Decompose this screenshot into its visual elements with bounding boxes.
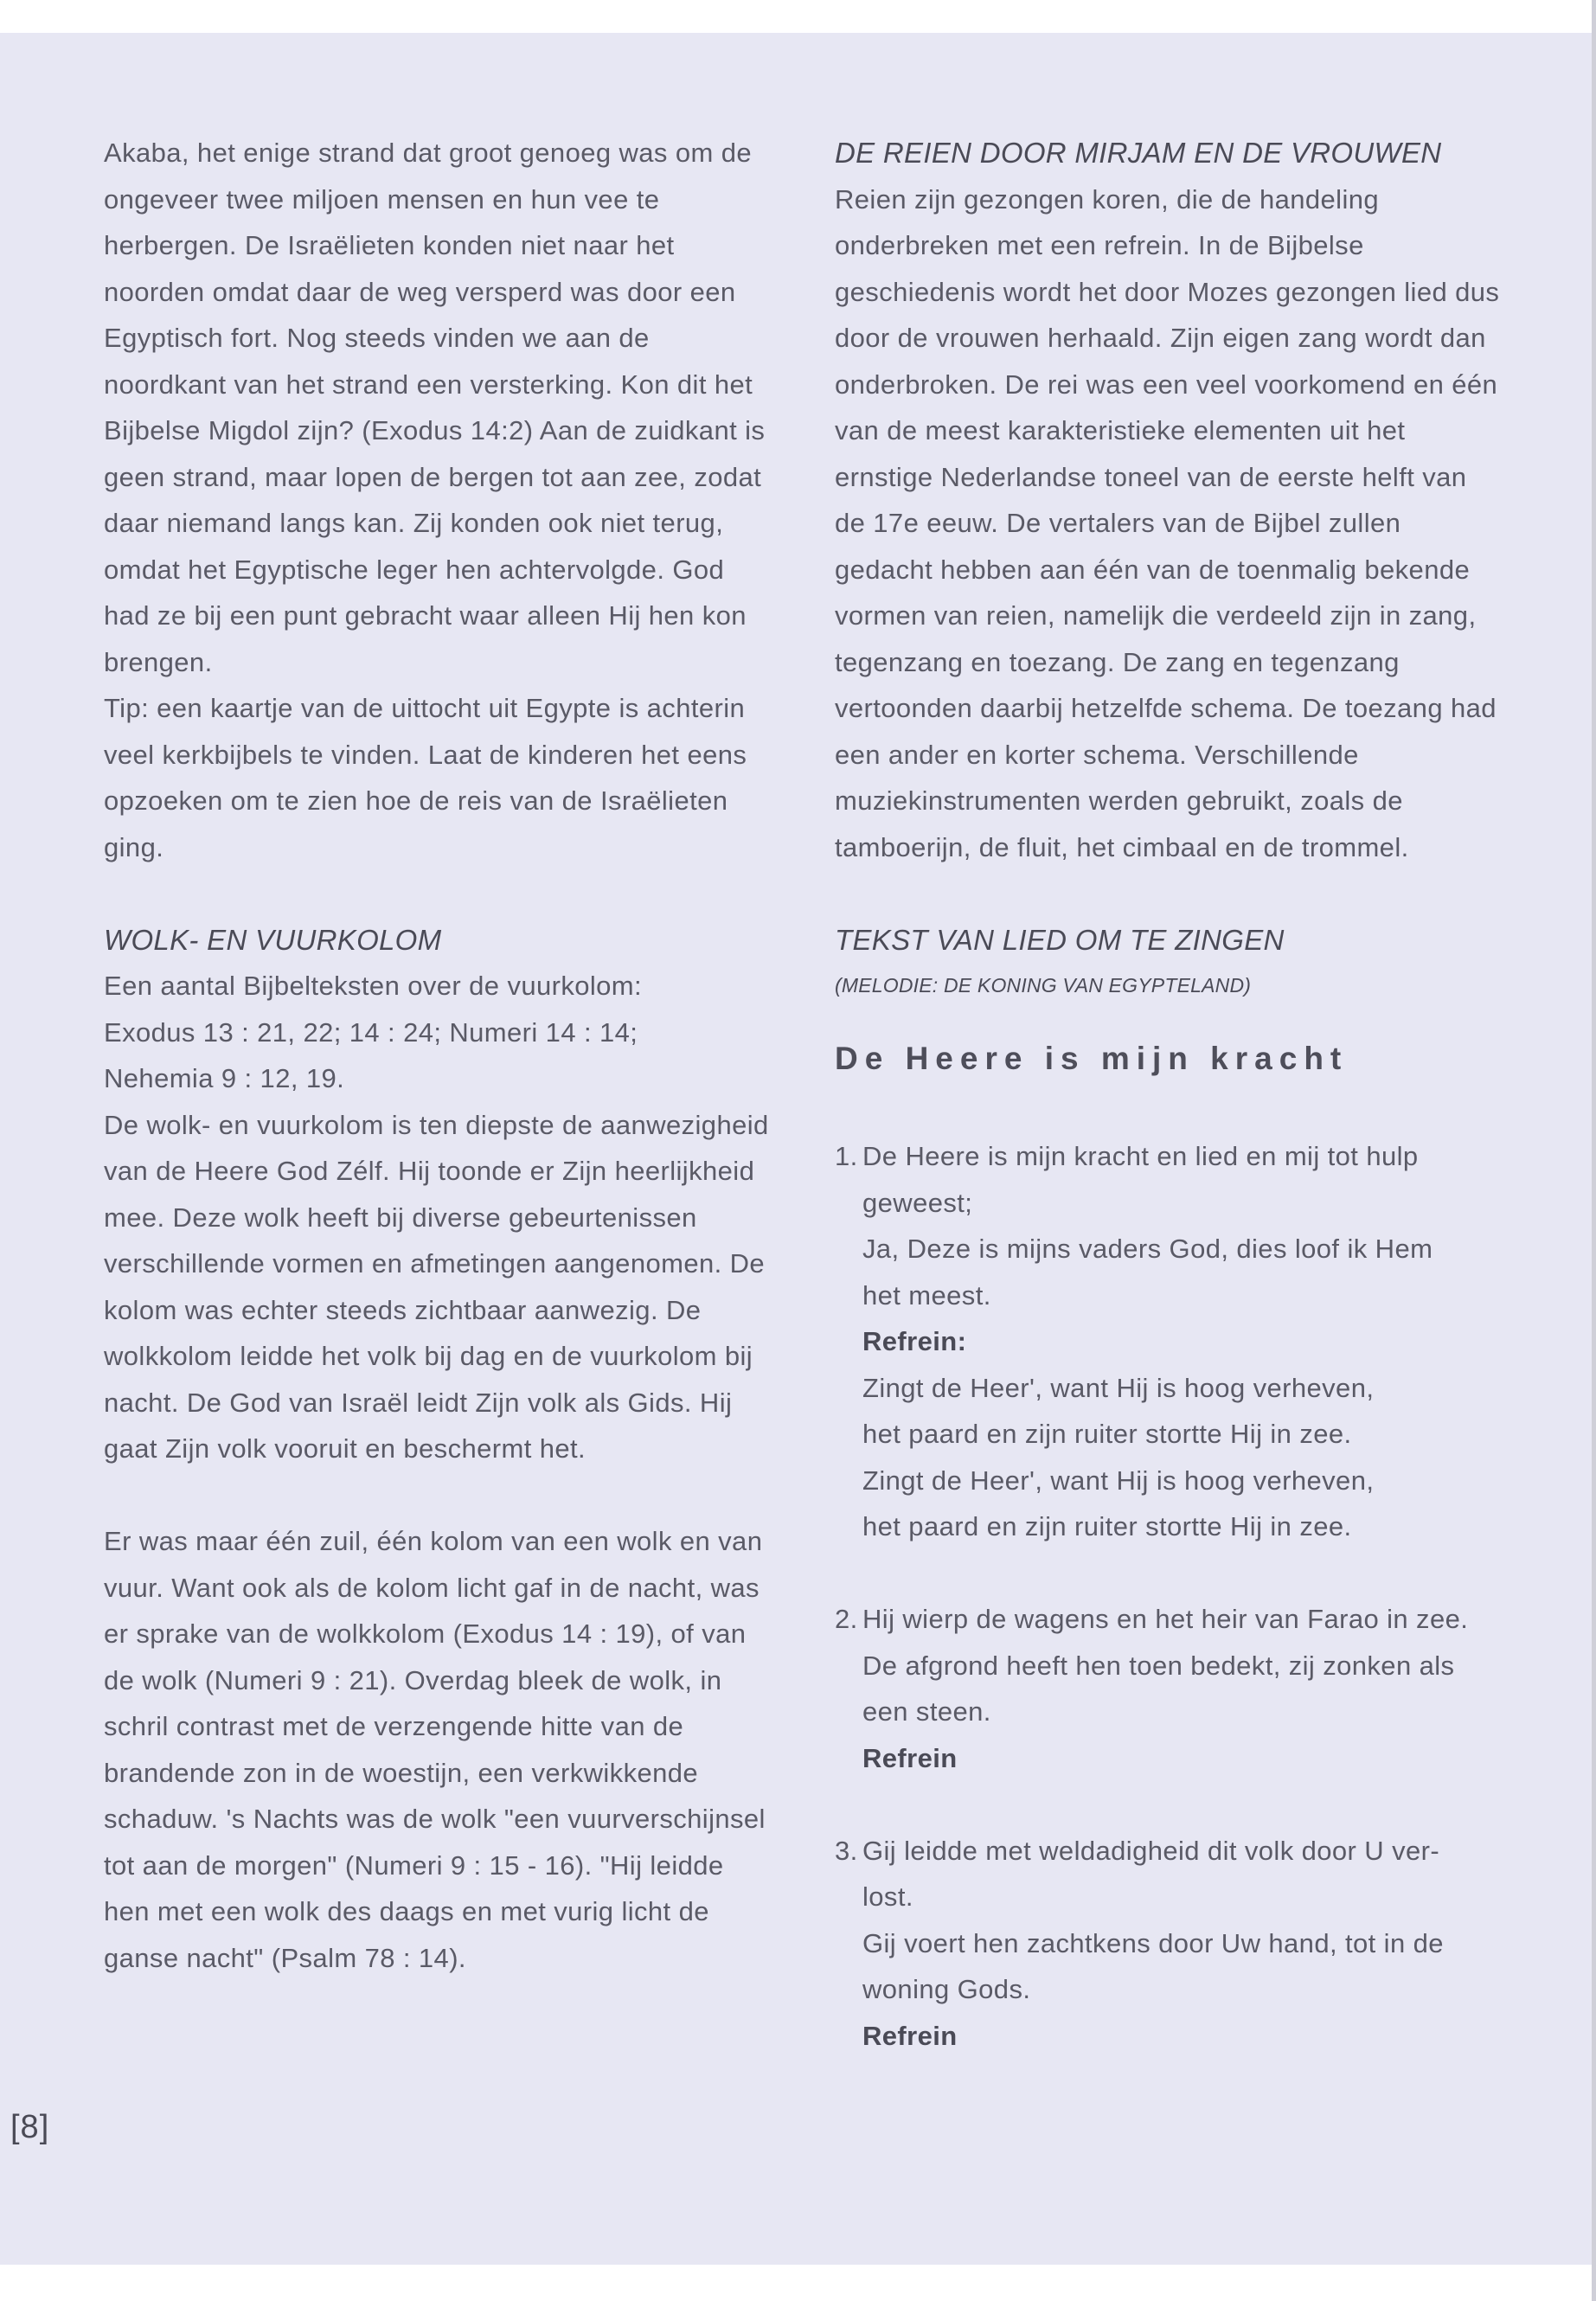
refrain-line: het paard en zijn ruiter stortte Hij in zee.: [862, 1511, 1352, 1541]
refrain-label: Refrein: [862, 1742, 958, 1773]
tip-paragraph: Tip: een kaartje van de uittocht uit Egypte is achterin veel kerkbijbels te vinden. Laat de kinderen het eens opzoeken om te zien hoe de reis van de Israëlieten ging.: [104, 693, 747, 862]
verse-line: Ja, Deze is mijns vaders God, dies loof ik Hem: [862, 1234, 1433, 1264]
verse-3: [835, 1828, 1501, 2060]
verse-line: een steen.: [862, 1696, 991, 1727]
verse-line: het meest.: [862, 1279, 991, 1311]
refs-intro: Een aantal Bijbelteksten over de vuurkolom:: [104, 971, 643, 1001]
refs-line: Nehemia 9 : 12, 19.: [104, 1063, 345, 1093]
section-heading-reien: DE REIEN DOOR MIRJAM EN DE VROUWEN: [835, 137, 1442, 169]
page-number: [8]: [10, 2109, 50, 2145]
refrain-label: Refrein:: [862, 1326, 967, 1356]
left-column: [104, 130, 770, 1981]
refrain-line: Zingt de Heer', want Hij is hoog verheven,: [862, 1372, 1375, 1403]
verse-line: Gij voert hen zachtkens door Uw hand, tot in de: [862, 1927, 1444, 1958]
verse-2: [835, 1596, 1501, 1781]
refrain-line: het paard en zijn ruiter stortte Hij in zee.: [862, 1419, 1352, 1449]
page-edge: [1592, 0, 1596, 2301]
verse-line: De Heere is mijn kracht en lied en mij tot hulp: [862, 1141, 1419, 1171]
verse-line: De afgrond heeft hen toen bedekt, zij zonken als: [862, 1650, 1455, 1681]
verse-1: [835, 1133, 1501, 1550]
verse-line: lost.: [862, 1881, 913, 1912]
verse-line: geweest;: [862, 1187, 973, 1218]
song-title: De Heere is mijn kracht: [835, 1040, 1349, 1076]
verse-line: woning Gods.: [862, 1974, 1031, 2004]
verse-line: Hij wierp de wagens en het heir van Farao in zee.: [862, 1604, 1469, 1634]
intro-paragraph: Akaba, het enige strand dat groot genoeg was om de ongeveer twee miljoen mensen en hun vee te herbergen. De Israëlieten konden niet naar het noorden omdat daar de weg versperd was door een Egyptisch fort. Nog steeds vinden we aan de noordkant van het strand een versterking. Kon dit het Bijbelse Migdol zijn? (Exodus 14:2) Aan de zuidkant is geen strand, maar lopen de bergen tot aan zee, zodat daar niemand langs kan. Zij konden ook niet terug, omdat het Egyptische leger hen achtervolgde. God had ze bij een punt gebracht waar alleen Hij hen kon brengen.: [104, 138, 766, 677]
verse-number: 1.: [835, 1141, 858, 1171]
refrain-line: Zingt de Heer', want Hij is hoog verheven,: [862, 1465, 1375, 1496]
melody-note: (MELODIE: DE KONING VAN EGYPTELAND): [835, 974, 1252, 997]
right-column: [835, 130, 1501, 2059]
reien-paragraph: Reien zijn gezongen koren, die de handeling onderbreken met een refrein. In de Bijbelse geschiedenis wordt het door Mozes gezongen lied dus door de vrouwen herhaald. Zijn eigen zang wordt dan onderbroken. De rei was een veel voorkomend en één van de meest karakteristieke elementen uit het ernstige Nederlandse toneel van de eerste helft van de 17e eeuw. De vertalers van de Bijbel zullen gedacht hebben aan één van de toenmalig bekende vormen van reien, namelijk die verdeeld zijn in zang, tegenzang en toezang. De zang en tegenzang vertoonden daarbij hetzelfde schema. De toezang had een ander en korter schema. Verschillende muziekinstrumenten werden gebruikt, zoals de tamboerijn, de fluit, het cimbaal en de trommel.: [835, 183, 1500, 862]
pillar-paragraph: Er was maar één zuil, één kolom van een wolk en van vuur. Want ook als de kolom licht gaf in de nacht, was er sprake van de wolkkolom (Exodus 14 : 19), of van de wolk (Numeri 9 : 21). Overdag bleek de wolk, in schril contrast met de verzengende hitte van de brandende zon in de woestijn, een verkwikkende schaduw. 's Nachts was de wolk "een vuurverschijnsel tot aan de morgen" (Numeri 9 : 15 - 16). "Hij leidde hen met een wolk des daags en met vurig licht de ganse nacht" (Psalm 78 : 14).: [104, 1526, 766, 1973]
refrain-label: Refrein: [862, 2020, 958, 2051]
cloud-paragraph: De wolk- en vuurkolom is ten diepste de aanwezigheid van de Heere God Zélf. Hij toonde er Zijn heerlijkheid mee. Deze wolk heeft bij diverse gebeurtenissen verschillende vormen en afmetingen aangenomen. De kolom was echter steeds zichtbaar aanwezig. De wolkkolom leidde het volk bij dag en de vuurkolom bij nacht. De God van Israël leidt Zijn volk als Gids. Hij gaat Zijn volk vooruit en beschermt het.: [104, 1109, 769, 1464]
verse-line: Gij leidde met weldadigheid dit volk door U ver-: [862, 1835, 1440, 1866]
verse-number: 2.: [835, 1604, 858, 1634]
verse-number: 3.: [835, 1835, 858, 1866]
song-heading: TEKST VAN LIED OM TE ZINGEN: [835, 923, 1285, 956]
refs-line: Exodus 13 : 21, 22; 14 : 24; Numeri 14 : 14;: [104, 1016, 638, 1048]
section-heading-wolk: WOLK- EN VUURKOLOM: [104, 923, 442, 956]
